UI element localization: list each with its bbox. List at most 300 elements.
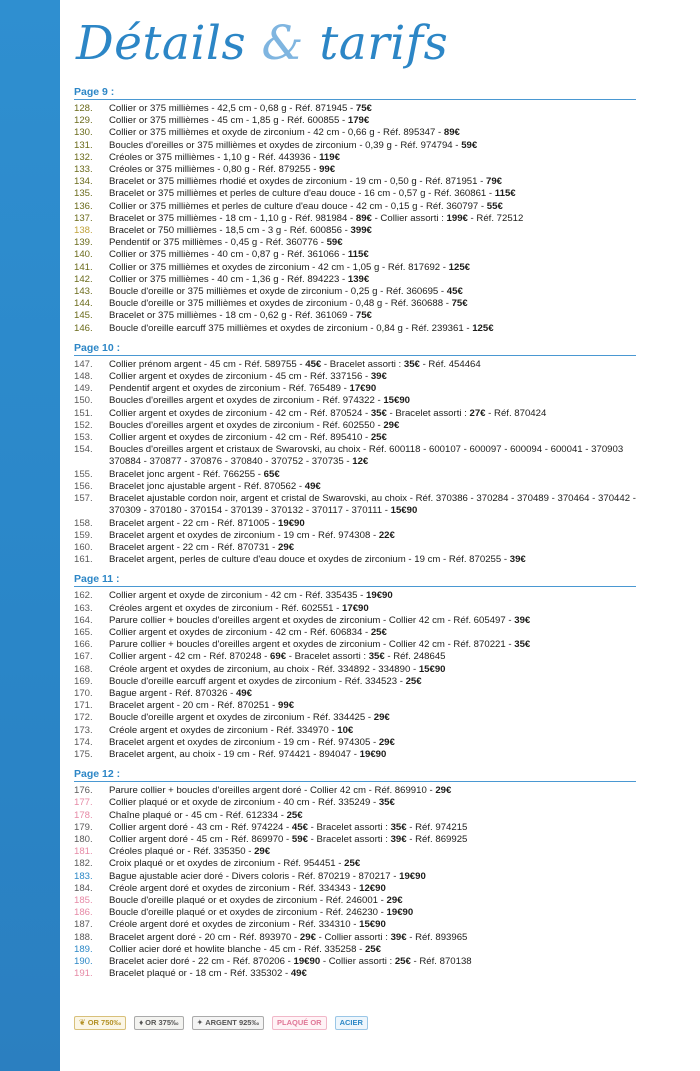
item-price: 29€ (254, 846, 271, 858)
item-text: Bracelet or 375 millièmes rhodié et oxydes de zirconium - 19 cm - 0,50 g - Réf. 871951 - (109, 176, 486, 188)
item-price: 39€ (514, 614, 531, 626)
legend-badge (335, 1016, 368, 1030)
item-price: 75€ (355, 310, 372, 322)
item-text: Collier plaqué or et oxyde de zirconium - 40 cm - Réf. 335249 - (109, 797, 379, 809)
item-price-secondary: 27€ (469, 407, 486, 419)
item-description (109, 688, 636, 700)
item-number: 176. (74, 785, 93, 797)
item-extra: - Bracelet assorti : (307, 821, 391, 833)
sidebar-bar (0, 0, 60, 1071)
item-price: 10€ (337, 724, 354, 736)
item-description (109, 115, 636, 127)
item-description (109, 140, 636, 152)
item-number: 129. (74, 115, 93, 127)
item-text: Bracelet acier doré - 22 cm - Réf. 870206 - (109, 956, 294, 967)
item-description (109, 871, 636, 883)
item-price: 125€ (472, 322, 494, 334)
list-item (74, 140, 636, 152)
item-number: 160. (74, 541, 93, 553)
section-heading: Page 10 : (74, 342, 636, 356)
list-item (74, 834, 636, 846)
list-item (74, 323, 636, 335)
item-description (109, 615, 636, 627)
item-number: 188. (74, 931, 93, 943)
item-text: Bracelet ajustable cordon noir, argent et cristal de Swarovski, au choix - Réf. 370386 - 370284 - 370489 - 370464 - 370442 - 370309 - 370180 - 370154 - 370139 - 370132 - 370117 - 370111 - (109, 493, 636, 517)
item-text: Boucle d'oreille earcuff argent et oxydes de zirconium - Réf. 334523 - (109, 675, 406, 687)
item-number: 164. (74, 614, 93, 626)
item-number: 143. (74, 286, 93, 298)
item-number: 142. (74, 273, 93, 285)
item-number: 128. (74, 103, 93, 114)
item-description (109, 383, 636, 395)
item-price: 19€90 (366, 590, 393, 602)
item-price: 65€ (263, 468, 280, 480)
item-text: Créoles plaqué or - Réf. 335350 - (109, 846, 255, 858)
page-section (74, 342, 636, 566)
list-item (74, 103, 636, 115)
item-text: Collier argent et oxydes de zirconium - 45 cm - Réf. 337156 - (109, 371, 371, 383)
item-text: Bracelet or 750 millièmes - 18,5 cm - 3 g - Réf. 600856 - (109, 225, 351, 237)
item-price: 139€ (347, 273, 370, 285)
item-text: Collier or 375 millièmes - 42,5 cm - 0,68 g - Réf. 871945 - (109, 103, 356, 114)
item-price: 115€ (347, 249, 369, 261)
item-text: Collier argent doré - 45 cm - Réf. 869970 - (109, 833, 292, 845)
item-price: 179€ (347, 115, 370, 127)
item-description (109, 834, 636, 846)
item-number: 139. (74, 237, 93, 249)
item-number: 132. (74, 151, 93, 163)
item-description (109, 262, 636, 274)
list-item (74, 115, 636, 127)
item-description (109, 432, 636, 444)
list-item (74, 262, 636, 274)
item-number: 156. (74, 480, 93, 492)
item-text: Croix plaqué or et oxydes de zirconium - Réf. 954451 - (109, 858, 345, 870)
item-ref-secondary: - Réf. 248645 (384, 651, 446, 663)
item-text: Collier argent et oxydes de zirconium - 42 cm - Réf. 895410 - (109, 432, 371, 444)
item-price: 29€ (383, 419, 400, 431)
item-number: 140. (74, 249, 93, 261)
item-description (109, 274, 636, 286)
item-text: Collier acier doré et howlite blanche - 45 cm - Réf. 335258 - (109, 943, 365, 955)
item-price: 45€ (305, 358, 322, 370)
item-number: 148. (74, 371, 93, 383)
item-text: Collier argent - 42 cm - Réf. 870248 - (109, 651, 271, 663)
item-price-secondary: 35€ (368, 651, 385, 663)
item-description (109, 310, 636, 322)
item-price: 45€ (446, 286, 463, 298)
item-price: 29€ (386, 894, 403, 906)
item-ref-secondary: - Réf. 72512 (467, 212, 524, 224)
item-price: 12€90 (359, 882, 386, 894)
item-number: 153. (74, 432, 93, 444)
item-number: 141. (74, 261, 93, 273)
list-item (74, 201, 636, 213)
item-price: 35€ (514, 639, 531, 651)
list-item (74, 188, 636, 200)
list-item (74, 176, 636, 188)
list-item (74, 664, 636, 676)
legend-badge (134, 1016, 183, 1030)
item-number: 134. (74, 176, 93, 188)
section-heading: Page 9 : (74, 86, 636, 100)
item-number: 162. (74, 590, 93, 602)
item-number: 165. (74, 626, 93, 638)
item-text: Bracelet argent - 22 cm - Réf. 871005 - (109, 517, 279, 529)
list-item (74, 944, 636, 956)
item-number: 149. (74, 383, 93, 395)
item-number: 191. (74, 968, 93, 980)
item-description (109, 469, 636, 481)
item-price-secondary: 39€ (390, 931, 407, 943)
list-item (74, 749, 636, 761)
item-description (109, 152, 636, 164)
legend-label: ARGENT 925‰ (205, 1018, 259, 1027)
item-number: 159. (74, 529, 93, 541)
item-number: 151. (74, 407, 93, 419)
list-item (74, 359, 636, 371)
list-item (74, 883, 636, 895)
legend-label: OR 375‰ (145, 1018, 179, 1027)
item-text: Boucles d'oreilles argent et cristaux de Swarovski, au choix - Réf. 600118 - 600107 - 600097 - 600094 - 600041 - 370903 370884 - 370877 - 370876 - 370840 - 370752 - 370735 - (109, 444, 624, 468)
item-description (109, 919, 636, 931)
item-price: 79€ (486, 176, 503, 188)
legend-badge (74, 1016, 126, 1030)
item-price: 15€90 (359, 919, 386, 931)
list-item (74, 603, 636, 615)
page-section (74, 573, 636, 761)
item-number: 175. (74, 748, 93, 760)
item-text: Bague argent - Réf. 870326 - (109, 687, 236, 699)
list-item (74, 554, 636, 566)
item-price: 15€90 (390, 505, 418, 517)
item-extra: - Collier assorti : (315, 931, 391, 943)
item-description (109, 188, 636, 200)
item-price: 17€90 (342, 602, 369, 614)
item-description (109, 359, 636, 371)
item-text: Boucle d'oreille plaqué or et oxydes de zirconium - Réf. 246001 - (109, 894, 387, 906)
item-number: 190. (74, 956, 93, 967)
item-description (109, 603, 636, 615)
item-text: Collier or 375 millièmes et perles de culture d'eau douce - 42 cm - 0,15 g - Réf. 360797 - (109, 200, 487, 212)
item-price: 89€ (355, 212, 372, 224)
item-price: 19€90 (359, 748, 387, 760)
item-price: 29€ (435, 785, 452, 797)
item-number: 157. (74, 493, 93, 505)
item-description (109, 700, 636, 712)
item-number: 131. (74, 139, 93, 151)
item-price: 25€ (286, 809, 303, 821)
item-description (109, 481, 636, 493)
item-price: 125€ (448, 261, 470, 273)
title-word-tarifs: tarifs (319, 16, 449, 71)
star-icon: ✦ (196, 1018, 204, 1027)
item-text: Bague ajustable acier doré - Divers coloris - Réf. 870219 - 870217 - (109, 870, 400, 882)
item-number: 179. (74, 821, 93, 833)
item-price: 59€ (461, 139, 478, 151)
item-number: 150. (74, 395, 93, 407)
item-description (109, 298, 636, 310)
item-price: 49€ (290, 968, 307, 980)
item-price: 25€ (370, 626, 387, 638)
item-number: 155. (74, 468, 93, 480)
item-price: 69€ (270, 651, 287, 663)
page-title (76, 14, 448, 74)
item-price: 99€ (319, 164, 336, 176)
item-text: Collier argent et oxydes de zirconium - 42 cm - Réf. 606834 - (109, 626, 371, 638)
item-description (109, 944, 636, 956)
list-item (74, 822, 636, 834)
item-number: 145. (74, 310, 93, 322)
item-description (109, 213, 636, 225)
item-text: Créoles or 375 millièmes - 1,10 g - Réf. 443936 - (109, 151, 320, 163)
item-price-secondary: 199€ (446, 212, 468, 224)
item-text: Bracelet or 375 millièmes et perles de culture d'eau douce - 16 cm - 0,57 g - Réf. 360861 - (109, 188, 495, 200)
item-description (109, 895, 636, 907)
list-item (74, 615, 636, 627)
list-item (74, 676, 636, 688)
item-text: Créoles argent et oxydes de zirconium - Réf. 602551 - (109, 602, 343, 614)
item-text: Collier or 375 millièmes - 45 cm - 1,85 g - Réf. 600855 - (109, 115, 348, 127)
item-extra: - Bracelet assorti : (386, 407, 470, 419)
item-description (109, 810, 636, 822)
item-text: Pendentif argent et oxydes de zirconium - Réf. 765489 - (109, 383, 350, 395)
title-word-details: Détails (76, 16, 247, 71)
legend-label: OR 750‰ (87, 1018, 122, 1027)
item-price: 35€ (378, 797, 395, 809)
legend-label: ACIER (339, 1018, 363, 1027)
item-number: 178. (74, 809, 93, 821)
list-item (74, 712, 636, 724)
item-text: Bracelet argent - 20 cm - Réf. 870251 - (109, 700, 279, 712)
item-number: 154. (74, 444, 93, 456)
item-text: Boucle d'oreille or 375 millièmes et oxydes de zirconium - 0,48 g - Réf. 360688 - (109, 298, 452, 310)
item-text: Parure collier + boucles d'oreilles argent et oxydes de zirconium - Collier 42 cm - Réf. 870221 - (109, 639, 515, 651)
list-item (74, 956, 636, 968)
item-text: Bracelet argent, au choix - 19 cm - Réf. 974421 - 894047 - (109, 748, 360, 760)
item-text: Bracelet argent - 22 cm - Réf. 870731 - (109, 541, 279, 553)
section-heading: Page 11 : (74, 573, 636, 587)
item-description (109, 858, 636, 870)
list-item (74, 274, 636, 286)
item-price: 59€ (291, 833, 308, 845)
list-item (74, 408, 636, 420)
item-price: 89€ (443, 127, 460, 139)
item-description (109, 676, 636, 688)
item-text: Bracelet jonc argent - Réf. 766255 - (109, 468, 264, 480)
list-item (74, 627, 636, 639)
item-ref-secondary: - Réf. 870424 (485, 407, 547, 419)
item-price-secondary: 35€ (403, 358, 420, 370)
item-text: Créoles or 375 millièmes - 0,80 g - Réf. 879255 - (109, 164, 320, 176)
item-description (109, 408, 636, 420)
item-number: 169. (74, 675, 93, 687)
item-text: Créole argent et oxydes de zirconium - Réf. 334970 - (109, 724, 338, 736)
item-text: Collier argent et oxyde de zirconium - 42 cm - Réf. 335435 - (109, 590, 367, 602)
list-item (74, 590, 636, 602)
item-number: 158. (74, 517, 93, 529)
item-price: 29€ (278, 541, 295, 553)
legend-badge (272, 1016, 327, 1030)
item-number: 184. (74, 882, 93, 894)
item-price: 25€ (364, 943, 381, 955)
item-extra: - Bracelet assorti : (286, 651, 369, 663)
item-text: Boucles d'oreilles argent et oxydes de zirconium - Réf. 974322 - (109, 395, 384, 407)
item-text: Boucles d'oreilles argent et oxydes de zirconium - Réf. 602550 - (109, 419, 384, 431)
item-price: 17€90 (349, 383, 377, 395)
item-text: Pendentif or 375 millièmes - 0,45 g - Réf. 360776 - (109, 237, 327, 249)
item-text: Collier or 375 millièmes - 40 cm - 1,36 g - Réf. 894223 - (109, 273, 348, 285)
list-item (74, 213, 636, 225)
item-number: 172. (74, 712, 93, 724)
item-price: 29€ (299, 931, 316, 943)
item-price: 39€ (370, 371, 387, 383)
list-item (74, 286, 636, 298)
item-description (109, 639, 636, 651)
item-price: 19€90 (399, 870, 426, 882)
item-number: 146. (74, 322, 93, 334)
page-section (74, 86, 636, 335)
item-description (109, 127, 636, 139)
item-description (109, 883, 636, 895)
list-item (74, 810, 636, 822)
list-item (74, 518, 636, 530)
item-number: 173. (74, 724, 93, 736)
item-price: 22€ (378, 529, 395, 541)
list-item (74, 395, 636, 407)
item-text: Parure collier + boucles d'oreilles argent et oxydes de zirconium - Collier 42 cm - Réf. 605497 - (109, 614, 515, 626)
item-text: Bracelet argent doré - 20 cm - Réf. 893970 - (109, 931, 300, 943)
item-number: 133. (74, 164, 93, 176)
list-item (74, 688, 636, 700)
list-item (74, 797, 636, 809)
item-text: Boucle d'oreille argent et oxydes de zirconium - Réf. 334425 - (109, 712, 374, 724)
item-description (109, 651, 636, 663)
item-text: Collier argent doré - 43 cm - Réf. 974224 - (109, 821, 292, 833)
list-item (74, 152, 636, 164)
item-price: 49€ (235, 687, 252, 699)
item-description (109, 846, 636, 858)
item-number: 183. (74, 870, 93, 882)
item-price: 49€ (304, 480, 321, 492)
item-price: 45€ (291, 821, 308, 833)
item-number: 170. (74, 687, 93, 699)
list-item (74, 237, 636, 249)
item-description (109, 797, 636, 809)
list-item (74, 871, 636, 883)
legend-badge (192, 1016, 264, 1030)
item-text: Collier argent et oxydes de zirconium - 42 cm - Réf. 870524 - (109, 407, 371, 419)
list-item (74, 932, 636, 944)
list-item (74, 846, 636, 858)
item-price: 25€ (370, 432, 387, 444)
item-description (109, 530, 636, 542)
item-ref-secondary: - Réf. 893965 (406, 931, 468, 943)
list-item (74, 371, 636, 383)
item-extra: - Collier assorti : (371, 212, 447, 224)
material-legend (74, 1016, 368, 1030)
item-number: 177. (74, 797, 93, 809)
item-text: Collier or 375 millièmes et oxyde de zirconium - 42 cm - 0,66 g - Réf. 895347 - (109, 127, 444, 139)
item-extra: - Bracelet assorti : (321, 358, 404, 370)
list-item (74, 858, 636, 870)
list-item (74, 493, 636, 517)
item-number: 185. (74, 894, 93, 906)
item-description (109, 420, 636, 432)
list-item (74, 542, 636, 554)
list-item (74, 298, 636, 310)
item-description (109, 103, 636, 115)
item-price: 19€90 (293, 956, 321, 967)
item-number: 138. (74, 225, 93, 237)
item-number: 144. (74, 298, 93, 310)
item-ref-secondary: - Réf. 869925 (406, 833, 468, 845)
item-price: 35€ (370, 407, 387, 419)
item-price: 75€ (355, 103, 372, 114)
item-price: 29€ (373, 712, 390, 724)
item-price: 25€ (344, 858, 361, 870)
item-text: Bracelet jonc ajustable argent - Réf. 870562 - (109, 480, 305, 492)
item-number: 147. (74, 358, 93, 370)
item-number: 167. (74, 651, 93, 663)
item-number: 182. (74, 858, 93, 870)
list-item (74, 785, 636, 797)
item-price: 15€90 (383, 395, 411, 407)
list-item (74, 481, 636, 493)
list-item (74, 249, 636, 261)
leaf-icon: ❦ (79, 1018, 86, 1027)
item-number: 152. (74, 419, 93, 431)
item-price-secondary: 35€ (390, 821, 407, 833)
list-item (74, 968, 636, 980)
item-price: 119€ (319, 151, 340, 163)
list-item (74, 383, 636, 395)
item-price: 29€ (378, 736, 395, 748)
list-item (74, 444, 636, 468)
item-description (109, 249, 636, 261)
item-text: Bracelet or 375 millièmes - 18 cm - 1,10 g - Réf. 981984 - (109, 212, 356, 224)
item-description (109, 395, 636, 407)
item-price: 12€ (352, 456, 369, 468)
item-price: 39€ (509, 554, 526, 566)
item-number: 174. (74, 736, 93, 748)
item-description (109, 737, 636, 749)
item-price-secondary: 25€ (394, 956, 411, 967)
item-text: Bracelet argent et oxydes de zirconium - 19 cm - Réf. 974305 - (109, 736, 379, 748)
page-section (74, 768, 636, 980)
item-text: Chaîne plaqué or - 45 cm - Réf. 612334 - (109, 809, 287, 821)
item-ref-secondary: - Réf. 974215 (406, 821, 468, 833)
item-description (109, 444, 636, 468)
item-description (109, 712, 636, 724)
item-number: 161. (74, 554, 93, 566)
list-item (74, 919, 636, 931)
item-text: Collier or 375 millièmes - 40 cm - 0,87 g - Réf. 361066 - (109, 249, 348, 261)
item-number: 186. (74, 907, 93, 919)
item-description (109, 932, 636, 944)
item-text: Créole argent doré et oxydes de zirconium - Réf. 334310 - (109, 919, 360, 931)
list-item (74, 225, 636, 237)
item-text: Créole argent doré et oxydes de zirconium - Réf. 334343 - (109, 882, 360, 894)
legend-label: PLAQUÉ OR (276, 1018, 322, 1027)
item-description (109, 371, 636, 383)
item-number: 163. (74, 602, 93, 614)
item-description (109, 176, 636, 188)
item-text: Bracelet or 375 millièmes - 18 cm - 0,62 g - Réf. 361069 - (109, 310, 356, 322)
section-heading: Page 12 : (74, 768, 636, 782)
item-text: Parure collier + boucles d'oreilles argent doré - Collier 42 cm - Réf. 869910 - (109, 785, 436, 797)
item-text: Boucle d'oreille plaqué or et oxydes de zirconium - Réf. 246230 - (109, 907, 387, 919)
